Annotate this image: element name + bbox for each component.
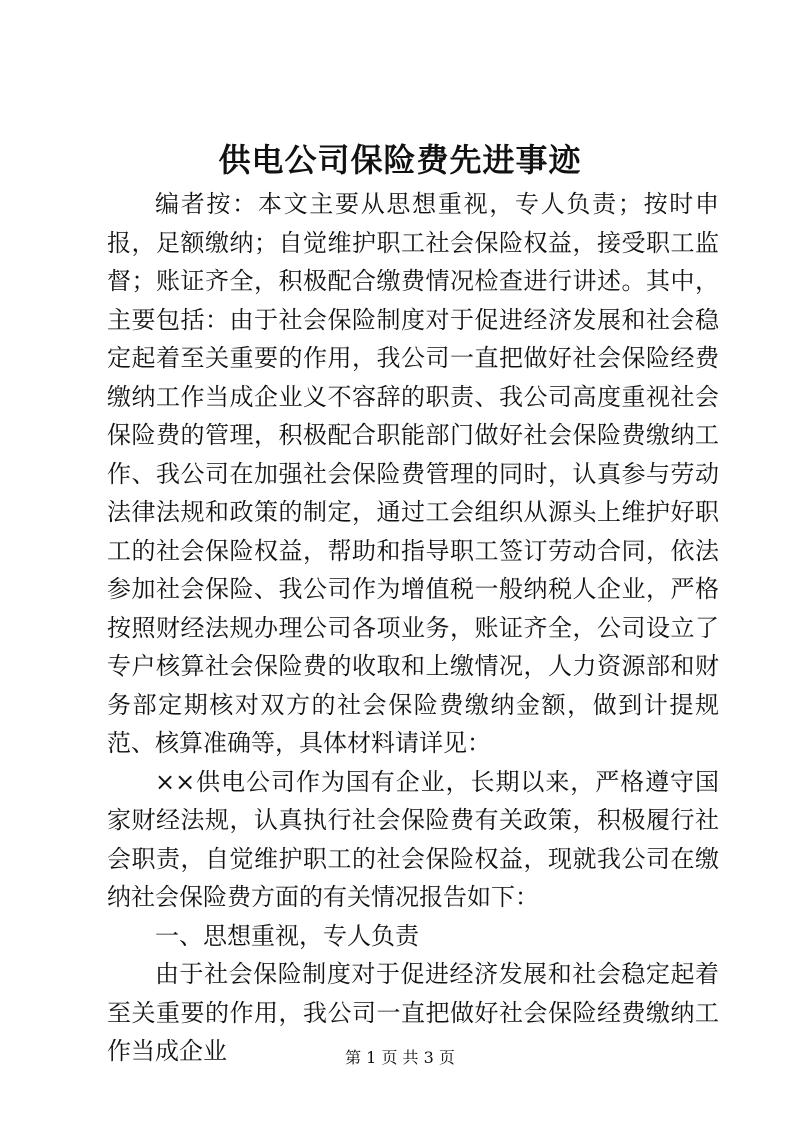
- body-paragraph: 由于社会保险制度对于促进经济发展和社会稳定起着至关重要的作用，我公司一直把做好社会保险经费缴纳工作当成企业: [107, 960, 719, 1065]
- document-body: [107, 185, 719, 1071]
- document-title: 供电公司保险费先进事迹: [218, 141, 582, 179]
- intro-paragraph: ××供电公司作为国有企业，长期以来，严格遵守国家财经法规，认真执行社会保险费有关政策，积极履行社会职责，自觉维护职工的社会保险权益，现就我公司在缴纳社会保险费方面的有关情况报告如下：: [107, 767, 719, 911]
- page-footer: 第 1 页 共 3 页: [345, 1048, 455, 1067]
- section-heading: 一、思想重视，专人负责: [155, 921, 419, 950]
- editor-note-paragraph: 编者按：本文主要从思想重视，专人负责；按时申报，足额缴纳；自觉维护职工社会保险权益，接受职工监督；账证齐全，积极配合缴费情况检查进行讲述。其中，主要包括：由于社会保险制度对于促进经济发展和社会稳定起着至关重要的作用，我公司一直把做好社会保险经费缴纳工作当成企业义不容辞的职责、我公司高度重视社会保险费的管理，积极配合职能部门做好社会保险费缴纳工作、我公司在加强社会保险费管理的同时，认真参与劳动法律法规和政策的制定，通过工会组织从源头上维护好职工的社会保险权益，帮助和指导职工签订劳动合同，依法参加社会保险、我公司作为增值税一般纳税人企业，严格按照财经法规办理公司各项业务，账证齐全，公司设立了专户核算社会保险费的收取和上缴情况，人力资源部和财务部定期核对双方的社会保险费缴纳金额，做到计提规范、核算准确等，具体材料请详见：: [107, 190, 719, 757]
